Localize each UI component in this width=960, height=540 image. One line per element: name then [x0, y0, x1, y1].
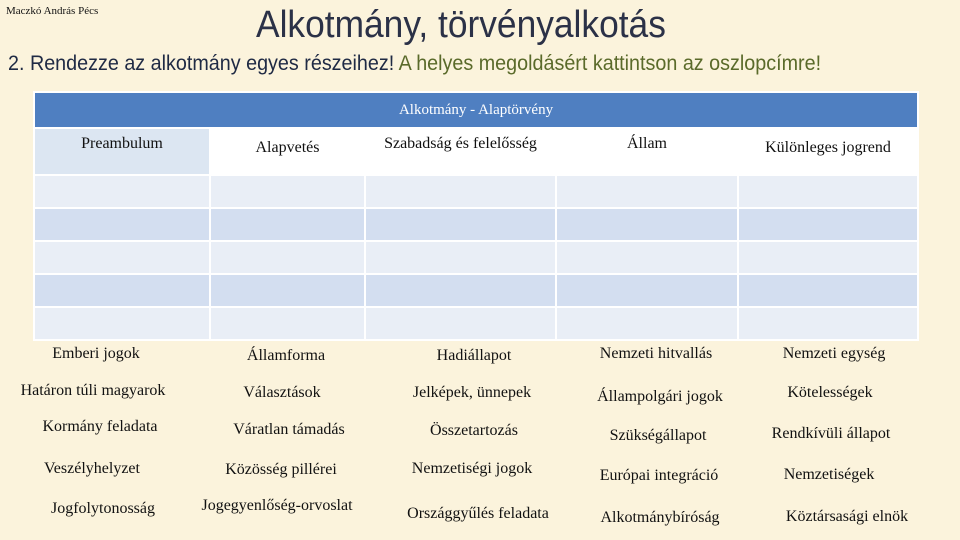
drop-cell[interactable] [34, 307, 210, 340]
drop-cell[interactable] [210, 208, 365, 241]
column-header-kulonleges-jogrend[interactable]: Különleges jogrend [738, 128, 918, 175]
page-title: Alkotmány, törvényalkotás [256, 4, 666, 46]
drop-cell[interactable] [738, 241, 918, 274]
drop-cell[interactable] [365, 241, 556, 274]
draggable-item[interactable]: Nemzetiségi jogok [411, 460, 533, 477]
table-caption: Alkotmány - Alaptörvény [34, 92, 918, 128]
draggable-item[interactable]: Nemzeti egység [782, 345, 886, 362]
column-header-szabadsag[interactable]: Szabadság és felelősség [365, 128, 556, 175]
answer-table [33, 91, 919, 341]
drop-cell[interactable] [34, 208, 210, 241]
draggable-item[interactable]: Jogegyenlőség-orvoslat [201, 497, 353, 514]
drop-cell[interactable] [210, 241, 365, 274]
drop-cell[interactable] [556, 175, 738, 208]
draggable-item[interactable]: Jogfolytonosság [51, 500, 155, 517]
instruction-main: 2. Rendezze az alkotmány egyes részeihez! [8, 52, 399, 75]
draggable-item[interactable]: Állampolgári jogok [597, 388, 723, 405]
draggable-item[interactable]: Összetartozás [430, 422, 518, 439]
author-label: Maczkó András Pécs [6, 5, 99, 17]
drop-cell[interactable] [210, 274, 365, 307]
drop-cell[interactable] [738, 175, 918, 208]
draggable-item[interactable]: Államforma [246, 347, 326, 364]
drop-cell[interactable] [210, 307, 365, 340]
draggable-item[interactable]: Szükségállapot [609, 427, 707, 444]
draggable-item[interactable]: Nemzetiségek [783, 466, 875, 483]
draggable-item[interactable]: Kötelességek [787, 384, 873, 401]
draggable-item[interactable]: Országgyűlés feladata [407, 505, 549, 522]
draggable-item[interactable]: Rendkívüli állapot [771, 425, 891, 442]
draggable-item[interactable]: Veszélyhelyzet [44, 460, 140, 477]
drop-cell[interactable] [738, 274, 918, 307]
drop-cell[interactable] [738, 307, 918, 340]
draggable-item[interactable]: Kormány feladata [42, 418, 158, 435]
draggable-item[interactable]: Határon túli magyarok [20, 382, 166, 399]
instruction-accent: A helyes megoldásért kattintson az oszlopcímre! [398, 52, 822, 75]
drop-cell[interactable] [34, 274, 210, 307]
draggable-item[interactable]: Jelképek, ünnepek [412, 384, 532, 401]
column-header-alapvetes[interactable]: Alapvetés [210, 128, 365, 175]
answer-table-container [33, 91, 917, 341]
drop-cell[interactable] [556, 241, 738, 274]
instruction-text [8, 52, 821, 76]
drop-cell[interactable] [210, 175, 365, 208]
draggable-item[interactable]: Európai integráció [599, 467, 719, 484]
drop-cell[interactable] [365, 274, 556, 307]
drop-cell[interactable] [365, 175, 556, 208]
draggable-item[interactable]: Váratlan támadás [233, 421, 345, 438]
draggable-item[interactable]: Köztársasági elnök [785, 508, 909, 525]
draggable-item[interactable]: Emberi jogok [52, 345, 140, 362]
drop-cell[interactable] [556, 274, 738, 307]
drop-cell[interactable] [556, 307, 738, 340]
drop-cell[interactable] [738, 208, 918, 241]
draggable-item[interactable]: Választások [243, 384, 321, 401]
drop-cell[interactable] [365, 307, 556, 340]
drop-cell[interactable] [365, 208, 556, 241]
column-header-preambulum[interactable]: Preambulum [34, 128, 210, 175]
draggable-item[interactable]: Alkotmánybíróság [600, 509, 720, 526]
draggable-item[interactable]: Hadiállapot [436, 347, 512, 364]
column-header-allam[interactable]: Állam [556, 128, 738, 175]
draggable-item[interactable]: Nemzeti hitvallás [599, 345, 713, 362]
drop-cell[interactable] [34, 175, 210, 208]
draggable-item[interactable]: Közösség pillérei [225, 461, 337, 478]
drop-cell[interactable] [34, 241, 210, 274]
drop-cell[interactable] [556, 208, 738, 241]
